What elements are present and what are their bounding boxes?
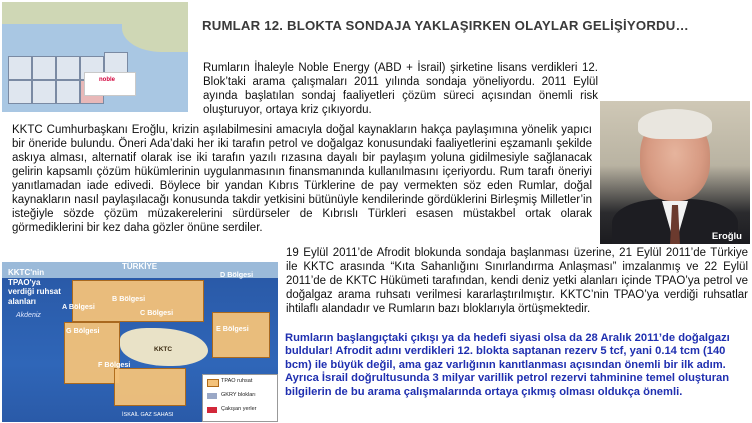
map-zone-east [212,312,270,358]
photo-hair [638,109,712,139]
map-title: KKTC'nin TPAO'ya verdiği ruhsat alanları [8,268,61,306]
noble-logo-text: noble [99,77,115,83]
legend-swatch-gkry [207,393,217,399]
region-label: F Bölgesi [98,360,131,369]
map-block [56,80,80,104]
kktc-paragraph: KKTC Cumhurbaşkanı Eroğlu, krizin aşılabilmesini amacıyla doğal kaynakların hakça paylaşımına yönelik yapıcı bir öneride bulundu. Öneri Ada’daki her iki tarafın petrol ve doğalgaz konusundaki faaliyetlerini eşzamanlı şekilde askıya alması, alternatif olarak ise iki tarafın yazılı rızasına dayalı bir paylaşım yoluna gidilmesiyle sağlanacak gelirin kapsamlı çözüm hükümlerinin uygulanmasının finansmanında kullanılmasını içeriyordu. Rum tarafı öneriyi yanıtlamadan iade edivedi. Böylece bir yandan Kıbrıs Türklerine de pay vermekten söz eden Rumlar, doğal kaynakların nasıl paylaşılacağı konusunda takdir yetkisini bütünüyle kendilerinde gördüklerini Birleşmiş Milletler’in isteğiyle sözde çözüm müzakerelerini sürdürseler de Kıbrıslı Türkleri esasen müstakbel ortak olarak görmediklerini bir kez daha gözler önüne serdiler. [12,124,592,234]
legend-item: GKRY blokları [221,392,256,398]
eroglu-photo [600,101,750,244]
noble-logo [84,72,136,96]
legend-item: TPAO ruhsat [221,378,253,384]
september-paragraph: 19 Eylül 2011’de Afrodit blokunda sondaja başlanması üzerine, 21 Eylül 2011’de Türkiye ile KKTC arasında “Kıta Sahanlığını Sınırlandırma Anlaşması” imzalanmış ve 22 Eylül 2011’de de KKTC Hükümeti tarafından, kendi deniz yetki alanları içinde TPAO’ya petrol ve doğalgaz arama ruhsatı verilmesi kararlaştırılmıştır. KKTC’nin TPAO’ya verdiği ruhsatlar ihtilaflı alandadır ve Rumların bazı bloklarıyla örtüşmektedir. [286,247,748,315]
map-sea-label: Akdeniz [16,312,41,319]
legend-item: Çakışan yerler [221,406,257,412]
legend-swatch-tpao [207,379,219,387]
page-title: RUMLAR 12. BLOKTA SONDAJA YAKLAŞIRKEN OLAYLAR GELİŞİYORDU… [202,18,689,33]
blue-note: Rumların başlangıçtaki çıkışı ya da hedefi siyasi olsa da 28 Aralık 2011’de doğalgazı buldular! Afrodit adını verdikleri 12. blokta saptanan rezerv 5 tcf, yani 0.14 tcm (140 bcm) ile büyük değil, ama gaz varlığının kanıtlanması açısından önemli bir ilk adım. Ayrıca İsrail doğrultusunda 3 milyar varillik petrol rezervi tahminine temel oluşturan bilgilerin de bu arama çalışmalarında ortaya çıkmış olması oldukça önemli. [285,332,730,398]
island-label: KKTC [154,346,173,353]
map-legend [202,374,278,422]
map-zone-south [114,368,186,406]
cyprus-blocks-map [2,2,188,112]
region-label: D Bölgesi [220,270,254,279]
map-source: İSKAİL GAZ SAHASI [122,412,174,418]
tpao-license-map [2,262,278,422]
map-block [8,56,32,80]
region-label: B Bölgesi [112,294,146,303]
intro-paragraph: Rumların İhaleyle Noble Energy (ABD + İsrail) şirketine lisans verdikleri 12. Blok’taki arama çalışmaları 2011 yılında sondaja yöneliyordu. 2011 Eylül ayında başlatılan sondaj faaliyetleri çözüm süreci açısından önemli risk oluşturuyor, ortaya kriz çıkıyordu. [203,62,598,116]
map-block [56,56,80,80]
photo-caption: Eroğlu [711,231,742,242]
map-island [122,12,188,52]
region-label: C Bölgesi [140,308,174,317]
map-block [32,56,56,80]
map-country-label: TÜRKİYE [122,262,158,271]
region-label: E Bölgesi [216,324,249,333]
region-label: G Bölgesi [66,326,100,335]
legend-swatch-overlap [207,407,217,413]
map-block [8,80,32,104]
region-label: A Bölgesi [62,302,95,311]
map-block [32,80,56,104]
